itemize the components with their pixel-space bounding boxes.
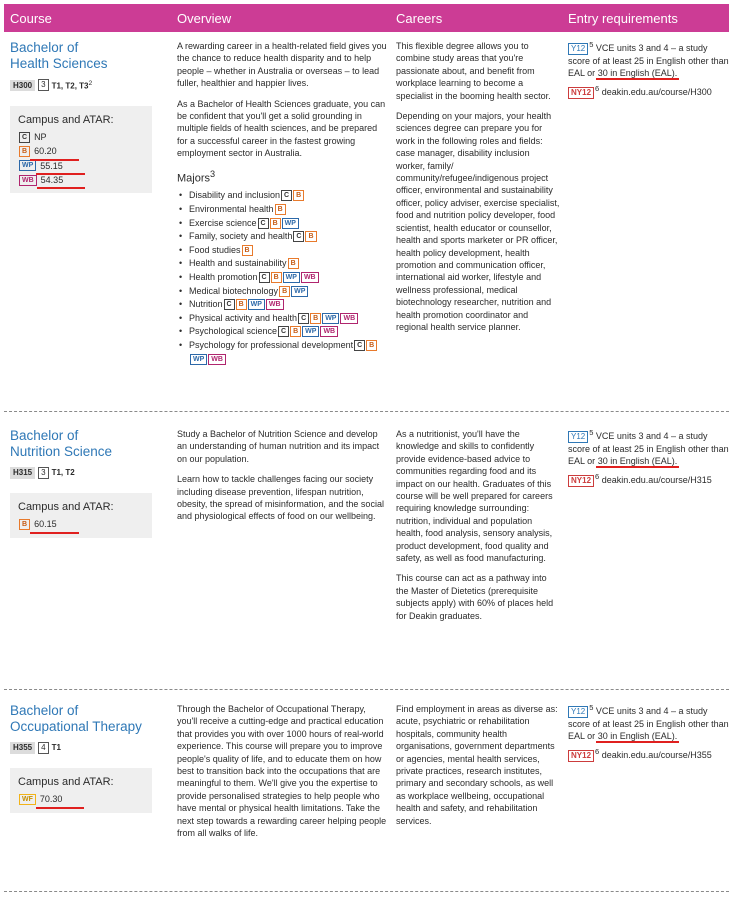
atar-value: NP [34,131,47,142]
course-code-line [10,742,160,754]
course-code: H300 [10,80,35,91]
course-trimesters [52,467,75,478]
course-years: 3 [38,79,48,91]
careers-paragraph: Find employment in areas as diverse as: acute, psychiatric or rehabilitation hospitals, community health organisations, government departments or agencies, mental health services, private practices, research institutes, primary and secondary schools, as well as workplace wellbeing, occupational health and safety, and rehabilitation services. [396,704,558,826]
course-years: 3 [38,467,48,479]
row-divider [4,689,729,690]
campus-badge: C [281,190,292,201]
major-item [177,271,387,285]
entry-ny12 [568,747,731,762]
campus-atar-item [18,160,144,172]
entry-text-highlight: 30 in English (EAL). [597,68,678,79]
campus-badge: B [236,299,247,310]
entry-ny12 [568,472,731,487]
course-row-health-sciences [4,40,729,410]
course-code-line [10,79,160,92]
major-name: Health promotion [189,272,258,283]
campus-badge: WP [19,160,36,171]
careers-paragraph: As a nutritionist, you'll have the knowledge and skills to confidently provide evidence-based advice to communities regarding food and its impact on our health. Graduates of this course will be well prepared for careers requiring knowledge surrounding: nutrition, individual and population health, food analysis, sensory analysis, product development, food quality and safety, as well as food manufacturing. [396,429,553,564]
majors-sup: 3 [210,168,216,179]
course-title-line2: Occupational Therapy [10,719,142,734]
major-name: Health and sustainability [189,258,287,269]
major-name: Psychological science [189,326,278,337]
ny12-tag: NY12 [568,87,594,99]
course-title-line2: Health Sciences [10,56,108,71]
y12-sup: 5 [589,40,594,49]
entry-cell [568,428,731,491]
careers-paragraph: This course can act as a pathway into the Master of Dietetics (prerequisite subjects apply) with 60% of places held for Deakin graduates. [396,573,554,621]
campus-atar-box [10,493,152,538]
course-url[interactable]: deakin.edu.au/course/H300 [601,86,712,97]
atar-value: 54.35 [40,175,64,186]
major-name: Nutrition [189,299,223,310]
header-course: Course [10,11,52,26]
campus-badge: WP [322,313,339,324]
campus-badge: B [275,204,286,215]
campus-badge: WF [19,794,36,805]
row-divider [4,411,729,412]
overview-paragraph: Learn how to tackle challenges facing our society including disease prevention, lifespan nutrition, obesity, the spread of misinformation, and the social and physiological effects of food on our wellbeing. [177,474,384,522]
entry-y12 [568,40,731,80]
major-item [177,230,387,244]
trimesters-sup: 2 [88,80,93,87]
major-item [177,244,387,258]
course-row-nutrition-science [4,428,729,683]
y12-tag: Y12 [568,706,588,718]
major-item [177,298,387,312]
y12-tag: Y12 [568,43,588,55]
campus-badge: C [259,272,270,283]
entry-text: VCE units 3 and 4 – a study score of at least 25 in English other than EAL or [568,706,729,742]
course-title-line1: Bachelor of [10,40,79,55]
major-name: Psychology for professional development [189,340,354,351]
major-name: Food studies [189,244,241,255]
campus-badge: WP [291,286,308,297]
majors-title: Majors [177,172,211,185]
course-cell [10,428,160,538]
campus-badge: B [293,190,304,201]
major-item [177,325,387,339]
campus-title: Campus and ATAR: [18,776,114,788]
campus-atar-item [18,793,144,805]
course-title-line1: Bachelor of [10,428,79,443]
atar-value: 60.20 [34,146,57,157]
entry-text: VCE units 3 and 4 – a study score of at least 25 in English other than EAL or [568,43,729,79]
campus-badge: WB [340,313,358,324]
campus-badge: WP [283,272,300,283]
overview-cell [177,40,387,366]
atar-value: 70.30 [39,794,63,805]
entry-ny12 [568,84,731,99]
ny12-tag: NY12 [568,750,594,762]
campus-badge: B [270,218,281,229]
major-item [177,189,387,203]
course-code-line [10,467,160,479]
overview-paragraph: As a Bachelor of Health Sciences graduate, you can be confident that you'll get a solid grounding in multiple fields of health sciences, and be prepared for a successful career in the fastest growing employment sector in Australia. [177,98,386,159]
campus-badge: C [19,132,30,143]
campus-atar-item [18,518,144,530]
overview-paragraph: Study a Bachelor of Nutrition Science and develop an understanding of human nutrition and its impact on our population. [177,429,380,464]
header-careers: Careers [396,11,443,26]
course-trimesters [52,79,93,92]
major-item [177,312,387,326]
campus-badge: B [279,286,290,297]
course-url[interactable]: deakin.edu.au/course/H315 [601,474,712,485]
major-name: Medical biotechnology [189,285,279,296]
campus-badge: B [310,313,321,324]
ny12-tag: NY12 [568,475,594,487]
campus-badge: B [290,326,301,337]
entry-text: VCE units 3 and 4 – a study score of at least 25 in English other than EAL or [568,431,729,467]
campus-atar-item [18,145,144,157]
major-item [177,217,387,231]
campus-badge: C [278,326,289,337]
entry-cell [568,40,731,103]
trimesters-text: T1 [51,743,61,753]
header-entry: Entry requirements [568,11,678,26]
entry-cell [568,703,731,766]
campus-atar-box [10,106,152,194]
ny12-sup: 6 [595,83,600,93]
atar-value: 60.15 [34,519,57,530]
careers-cell [396,703,561,835]
campus-atar-item [18,131,144,143]
campus-badge: B [271,272,282,283]
ny12-sup: 6 [595,471,600,481]
campus-badge: B [242,245,253,256]
course-code: H355 [10,742,35,753]
course-cell [10,703,160,813]
major-name: Family, society and health [189,231,293,242]
careers-paragraph: This flexible degree allows you to combine study areas that you're passionate about, and benefit from workplace learning to become a specialist in the booming health sector. [396,41,551,101]
campus-badge: C [293,231,304,242]
campus-badge: WB [266,299,284,310]
overview-paragraph: A rewarding career in a health-related field gives you the chance to reduce health disparity and to help people – whether in Australia or overseas – to lead fuller, healthier and happier lives. [177,41,387,89]
major-item [177,285,387,299]
campus-badge: B [19,519,30,530]
y12-sup: 5 [589,428,594,437]
course-url[interactable]: deakin.edu.au/course/H355 [601,749,712,760]
trimesters-text: T1, T2 [51,468,75,478]
campus-title: Campus and ATAR: [18,501,114,513]
y12-sup: 5 [589,703,594,712]
campus-title: Campus and ATAR: [18,113,114,126]
campus-badge: C [258,218,269,229]
overview-paragraph: Through the Bachelor of Occupational Therapy, you'll receive a cutting-edge and practical education that provides you with over 1000 hours of real-world experience. This course will prepare you to improve people's quality of life, and to educate them on how best to transition back into the occupations that are meaningful to them. We'll give you the expertise to provide personalised strategies to help people who have mental or physical health limitations. Take the next step towards a rewarding career helping people from all walks of life. [177,704,387,839]
campus-badge: B [366,340,377,351]
course-title [10,703,160,735]
careers-cell [396,40,561,341]
campus-badge: WP [190,354,207,365]
course-cell [10,40,160,193]
campus-badge: C [298,313,309,324]
atar-value: 55.15 [40,160,63,171]
campus-badge: B [288,258,299,269]
careers-cell [396,428,561,630]
major-item [177,203,387,217]
row-divider [4,891,729,892]
campus-badge: B [19,146,30,157]
major-item [177,257,387,271]
course-title [10,40,160,72]
campus-badge: WB [208,354,226,365]
campus-badge: C [354,340,365,351]
major-name: Exercise science [189,217,257,228]
major-name: Disability and inclusion [189,190,281,201]
entry-y12 [568,428,731,468]
trimesters-text: T1, T2, T3 [51,81,89,91]
course-row-occupational-therapy [4,703,729,888]
course-trimesters [52,742,61,753]
campus-badge: WP [302,326,319,337]
course-code: H315 [10,467,35,478]
campus-badge: C [224,299,235,310]
table-header [4,4,729,32]
major-name: Environmental health [189,204,274,215]
entry-text-highlight: 30 in English (EAL). [597,731,678,742]
entry-text-highlight: 30 in English (EAL). [597,456,678,467]
course-title-line2: Nutrition Science [10,444,113,459]
course-title [10,428,160,460]
entry-y12 [568,703,731,743]
campus-atar-item [18,174,144,186]
campus-badge: B [305,231,316,242]
careers-paragraph: Depending on your majors, your health sciences degree can prepare you for work in the following roles and fields: case manager, disability inclusion worker, family/ community/refugee/indigenous project officer, environmental and sustainability officer, policy adviser, exercise specialist, food and nutrition policy developer, food scientist, health educator or counsellor, health and sports marketer or PR officer, health policy development, health promotion and communication officer, international aid worker, lifestyle and wellness professional, medical biotechnology researcher, nutrition and health promotion coordinator and regional health service planner. [396,111,560,332]
campus-badge: WP [282,218,299,229]
ny12-sup: 6 [595,746,600,756]
course-title-line1: Bachelor of [10,703,79,718]
overview-cell [177,703,387,847]
majors-heading [177,168,387,187]
campus-badge: WB [301,272,319,283]
header-overview: Overview [177,11,232,26]
y12-tag: Y12 [568,431,588,443]
major-name: Physical activity and health [189,312,298,323]
campus-badge: WB [19,175,37,186]
majors-list [177,189,387,366]
campus-badge: WP [248,299,265,310]
major-item [177,339,387,366]
course-years: 4 [38,742,48,754]
overview-cell [177,428,387,531]
campus-atar-box [10,768,152,813]
campus-badge: WB [320,326,338,337]
